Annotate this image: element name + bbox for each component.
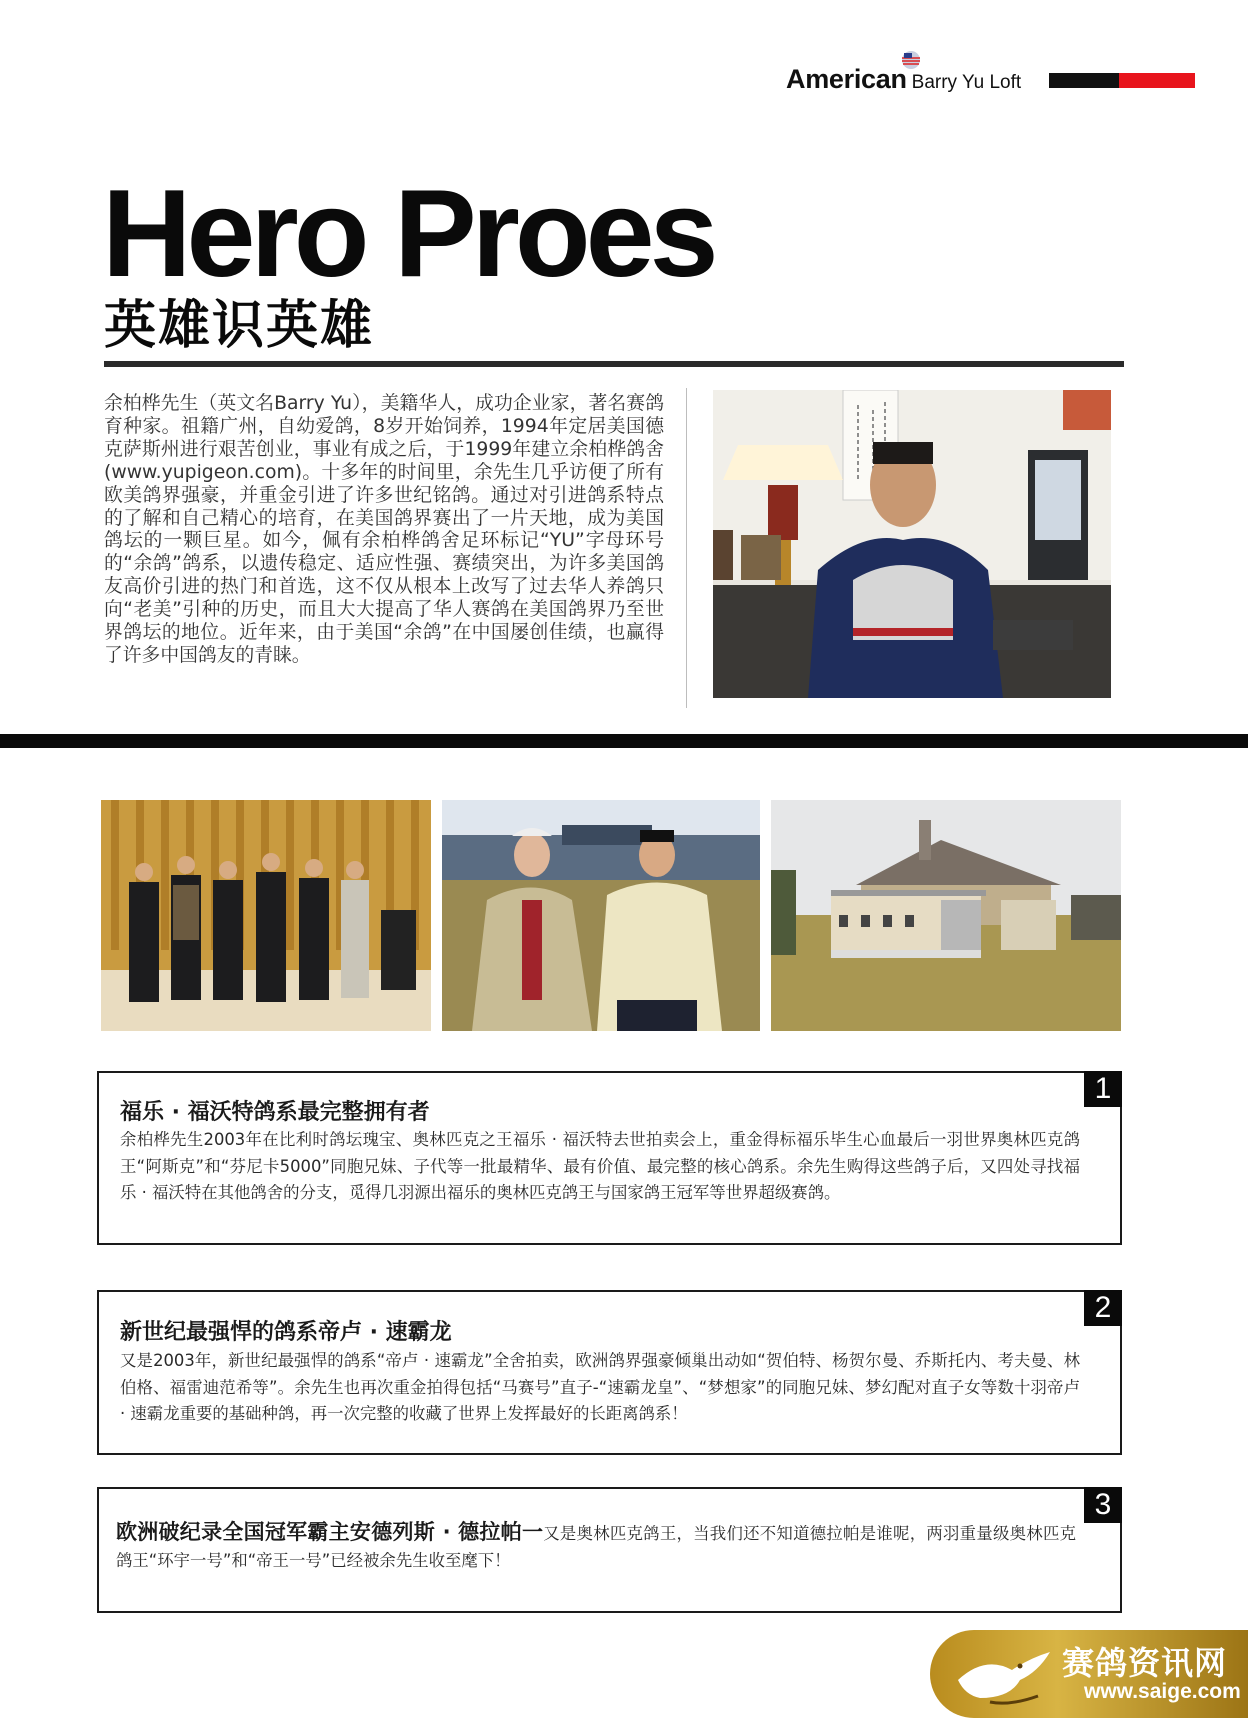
section-box-2: [97, 1290, 1122, 1455]
brand-light: Barry Yu Loft: [911, 72, 1022, 93]
section-body: [116, 1519, 1076, 1574]
column-divider: [686, 388, 687, 708]
section-number: 3: [1084, 1487, 1122, 1523]
header-bar-red: [1119, 73, 1195, 88]
section-text: 又是奥林匹克鸽王，当我们还不知道德拉帕是谁呢，两羽重量级奥林匹克鸽王“环宇一号”和“帝王一号”已经被余先生收至麾下！: [116, 1524, 1076, 1570]
page-subtitle: 英雄识英雄: [104, 296, 375, 356]
section-title: 福乐 · 福沃特鸽系最完整拥有者: [120, 1100, 430, 1125]
brand-header: [786, 64, 1021, 98]
page-title: Hero Proes: [102, 165, 714, 303]
section-number: 2: [1084, 1290, 1122, 1326]
group-photo: [101, 800, 431, 1031]
title-divider: [104, 361, 1124, 367]
section-body: 又是2003年，新世纪最强悍的鸽系“帝卢 · 速霸龙”全舍拍卖，欧洲鸽界强豪倾巢出动如“贺伯特、杨贺尔曼、乔斯托内、考夫曼、林伯格、福雷迪范希等”。余先生也再次重金拍得包括“马赛号”直子-“速霸龙皇”、“梦想家”的同胞兄妹、梦幻配对直子女等数十羽帝卢 · 速霸龙重要的基础种鸽，再一次完整的收藏了世界上发挥最好的长距离鸽系！: [120, 1351, 1080, 1423]
brand-strong: American: [786, 64, 907, 94]
pigeon-logo-icon: [950, 1640, 1060, 1710]
watermark-url[interactable]: www.saige.com: [1084, 1680, 1241, 1703]
section-box-3: [97, 1487, 1122, 1613]
section-title: 新世纪最强悍的鸽系帝卢 · 速霸龙: [120, 1320, 452, 1345]
intro-paragraph: 余柏桦先生（英文名Barry Yu），美籍华人，成功企业家，著名赛鸽育种家。祖籍广州，自幼爱鸽，8岁开始饲养，1994年定居美国德克萨斯州进行艰苦创业，事业有成之后，于1999年建立余柏桦鸽舍(www.yupigeon.com)。十多年的时间里，余先生几乎访便了所有欧美鸽界强豪，并重金引进了许多世纪铭鸽。通过对引进鸽系特点的了解和自己精心的培育，在美国鸽界赛出了一片天地，成为美国鸽坛的一颗巨星。如今，佩有余柏桦鸽舍足环标记“YU”字母环号的“余鸽”鸽系，以遗传稳定、适应性强、赛绩突出，为许多美国鸽友高价引进的热门和首选，这不仅从根本上改写了过去华人养鸽只向“老美”引种的历史，而且大大提高了华人赛鸽在美国鸽界乃至世界鸽坛的地位。近年来，由于美国“余鸽”在中国屡创佳绩，也赢得了许多中国鸽友的青睐。: [104, 393, 664, 666]
loft-photo: [771, 800, 1121, 1031]
header-bar-black: [1049, 73, 1119, 88]
section-title: 欧洲破纪录全国冠军霸主安德列斯 · 德拉帕一: [116, 1520, 544, 1544]
watermark-name: 赛鸽资讯网: [1062, 1644, 1228, 1682]
portrait-photo: [713, 390, 1111, 698]
section-body: 余柏桦先生2003年在比利时鸽坛瑰宝、奥林匹克之王福乐 · 福沃特去世拍卖会上，重金得标福乐毕生心血最后一羽世界奥林匹克鸽王“阿斯克”和“芬尼卡5000”同胞兄妹、子代等一批最精华、最有价值、最完整的核心鸽系。余先生购得这些鸽子后，又四处寻找福乐 · 福沃特在其他鸽舍的分支，觅得几羽源出福乐的奥林匹克鸽王与国家鸽王冠军等世界超级赛鸽。: [120, 1130, 1080, 1202]
section-box-1: [97, 1071, 1122, 1245]
field-photo: [442, 800, 760, 1031]
section-divider: [0, 734, 1248, 748]
section-number: 1: [1084, 1071, 1122, 1107]
